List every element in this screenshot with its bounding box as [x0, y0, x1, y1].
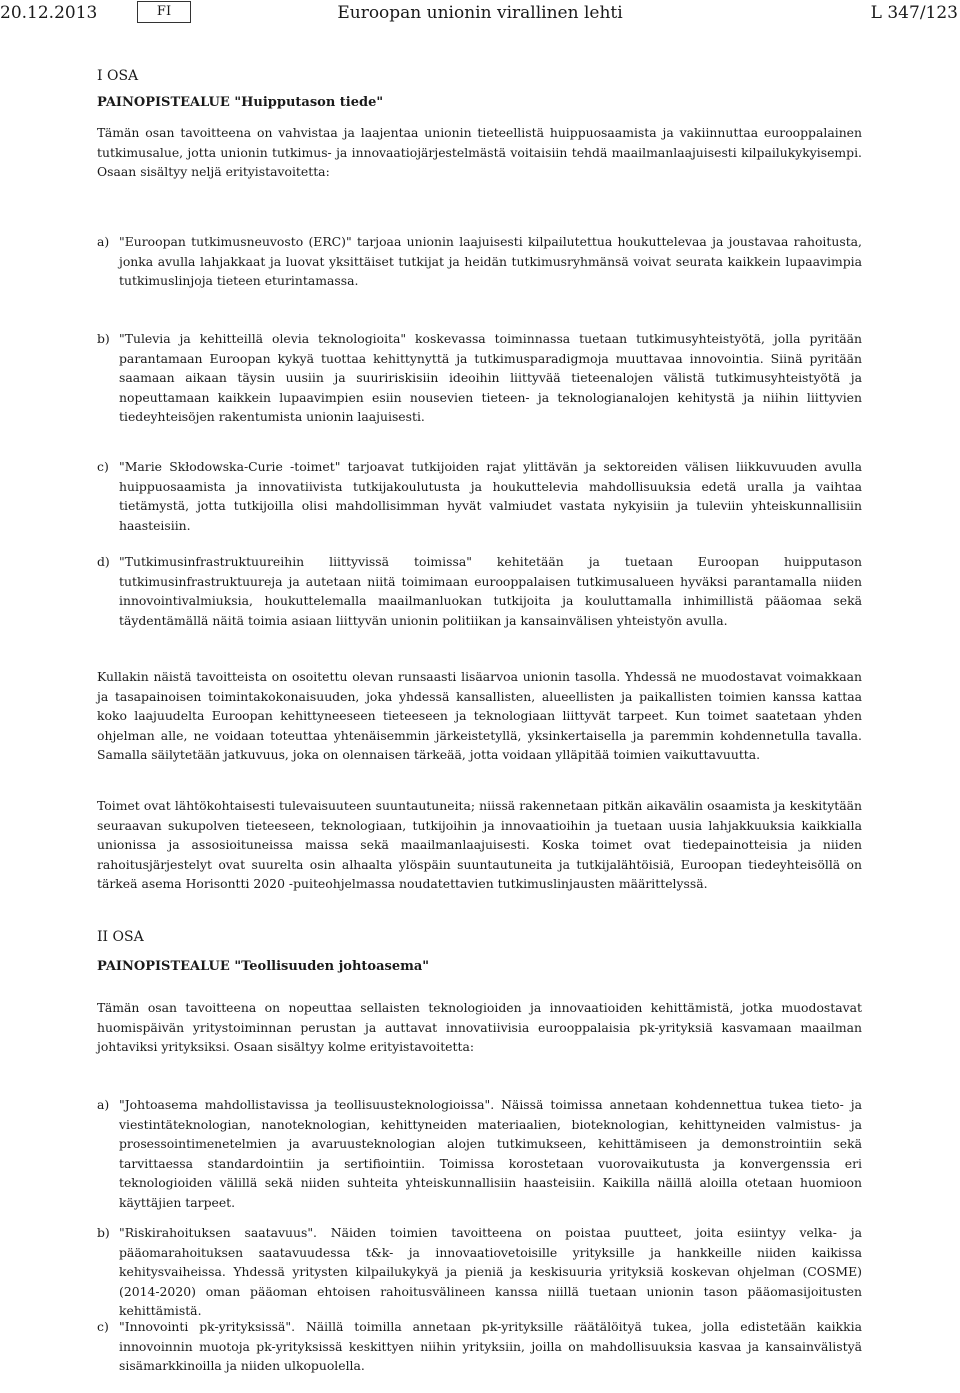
part-2-intro: Tämän osan tavoitteena on nopeuttaa sellaisten teknologioiden ja innovaatioiden kehittämistä, jotka muodostavat huomispäivän yritystoiminnan perustan ja auttavat innovatiivisia eurooppalaisia pk-yrityksiä kasvamaan maailman johtaviksi yrityksiksi. Osaan sisältyy kolme erityistavoitetta: [97, 1000, 862, 1055]
part-1-label: I OSA [97, 68, 139, 84]
language-badge: FI [137, 1, 191, 23]
item-text: "Euroopan tutkimusneuvosto (ERC)" tarjoaa unionin laajuisesti kilpailutettua houkuttelevaa ja joustavaa rahoitusta, jonka avulla lahjakkaat ja luovat yksittäiset tutkijat ja heidän tutkimusryhmänsä voivat seurata kaikkein lupaavimpia tutkimuslinjoja tieteen eturintamassa. [119, 234, 862, 289]
list-item [97, 1223, 862, 1321]
item-text: "Innovointi pk-yrityksissä". Näillä toimilla annetaan pk-yrityksille räätälöityä tukea, jolla edistetään kaikkia innovoinnin muotoja pk-yrityksissä keskittyen niihin yrityksiin, joilla on mahdollisuuksia kasvaa ja kansainvälistyä sisämarkkinoilla ja niiden ulkopuolella. [119, 1319, 862, 1374]
item-text: "Marie Skłodowska-Curie -toimet" tarjoavat tutkijoiden rajat ylittävän ja sektoreiden välisen liikkuvuuden avulla huippuosaamista ja innovatiivista tutkijakoulutusta ja houkuttelevia mahdollisuuksia edetä uralla ja vaihtaa tietämystä, jotta tutkijoilla olisi mahdollisimman hyvät valmiudet vastata nykyisiin ja tuleviin yhteiskunnallisiin haasteisiin. [119, 459, 862, 533]
journal-title: Euroopan unionin virallinen lehti [337, 3, 623, 23]
list-item [97, 552, 862, 630]
item-label: c) [97, 1319, 109, 1334]
list-item [97, 1095, 862, 1213]
item-text: "Johtoasema mahdollistavissa ja teollisuusteknologioissa". Näissä toimissa annetaan kohdennettua tukea tieto- ja viestintäteknologian, nanoteknologian, kehittyneiden materiaalien, bioteknologian, kehittyneiden valmistus- ja prosessointimenetelmien ja avaruusteknologian alojen tutkimukseen, kehittämiseen ja demonstrointiin sekä tarvittaessa standardointiin ja sertifiointiin. Toimissa korostetaan vuorovaikutusta ja konvergenssia eri teknologioiden välillä sekä niiden suhteita yhteiskunnallisiin haasteisiin. Kaikilla näillä aloilla otetaan huomioon käyttäjien tarpeet. [119, 1097, 862, 1210]
part-1-paragraph-3: Toimet ovat lähtökohtaisesti tulevaisuuteen suuntautuneita; niissä rakennetaan pitkän aikavälin osaamista ja keskitytään seuraavan sukupolven tieteeseen, teknologiaan, tutkijoihin ja innovaatioihin ja tuetaan uusia lahjakkuuksia kaikkialla unionissa ja assosioituneissa maissa sekä maailmanlaajuisesti. Koska toimet ovat tiedepainotteisia ja niiden rahoitusjärjestelyt ovat suurelta osin alhaalta ylöspäin suuntautuneita ja tutkijalähtöisiä, Euroopan tiedeyhteisöllä on tärkeä asema Horisontti 2020 -puiteohjelmassa noudatettavien tutkimuslinjausten määrittelyssä. [97, 798, 862, 892]
item-label: d) [97, 554, 110, 569]
item-text: "Riskirahoituksen saatavuus". Näiden toimien tavoitteena on poistaa puutteet, joita esiintyy velka- ja pääomarahoituksen saatavuudessa t&k- ja innovaatiovetoisille yrityksille ja hankkeille niiden kaikissa kehitysvaiheissa. Yhdessä yritysten kilpailukykyä ja pieniä ja keskisuuria yrityksiä koskevan ohjelman (COSME) (2014-2020) oman pääoman ehtoisen rahoitusvälineen kanssa niillä tuetaan unionin tason pääomasijoitusten kehittämistä. [119, 1225, 862, 1319]
list-item [97, 1317, 862, 1376]
publication-date: 20.12.2013 [0, 3, 98, 23]
item-text: "Tutkimusinfrastruktuureihin liittyvissä toimissa" kehitetään ja tuetaan Euroopan huipputason tutkimusinfrastruktuureja ja autetaan niitä toimimaan eurooppalaisen tutkimusalueen hyväksi parantamalla niiden innovointivalmiuksia, houkuttelemalla maailmanluokan tutkijoita ja kouluttamalla inhimillistä pääomaa sekä täydentämällä näitä toimia asiaan liittyvän unionin politiikan ja kansainvälisen yhteistyön avulla. [119, 554, 862, 628]
item-label: b) [97, 1225, 110, 1240]
part-1-heading: PAINOPISTEALUE "Huipputason tiede" [97, 95, 384, 110]
part-2-heading: PAINOPISTEALUE "Teollisuuden johtoasema" [97, 959, 430, 974]
list-item [97, 232, 862, 291]
part-1-paragraph-2: Kullakin näistä tavoitteista on osoitettu olevan runsaasti lisäarvoa unionin tasolla. Yhdessä ne muodostavat voimakkaan ja tasapainoisen toimintakokonaisuuden, joka yhdessä kansallisten, alueellisten ja paikallisten toimien kanssa kattaa koko laajuudelta Euroopan kehittyneeseen tieteeseen ja teknologiaan liittyvät tarpeet. Kun toimet saatetaan yhden ohjelman alle, ne voidaan toteuttaa yhtenäisemmin järkeistetyllä, yksinkertaisella ja paremmin kohdennetulla tavalla. Samalla säilytetään jatkuvuus, joka on olennaisen tärkeää, jotta voidaan ylläpitää toimien vaikuttavuutta. [97, 669, 862, 763]
item-text: "Tulevia ja kehitteillä olevia teknologioita" koskevassa toiminnassa tuetaan tutkimusyhteistyötä, jolla pyritään parantamaan Euroopan kykyä tuottaa kehittynyttä ja tutkimusparadigmoja muuttavaa innovointia. Siinä pyritään saamaan aikaan täysin uusiin ja suuririskisiin ideoihin liittyvää tieteenalojen välistä tutkimusyhteistyötä ja nopeuttamaan kaikkein lupaavimpien esiin nousevien tieteen- ja teknologianalojen kehitystä ja niihin liittyvien tiedeyhteisöjen rakentumista unionin laajuisesti. [119, 331, 862, 425]
item-label: a) [97, 234, 110, 249]
page-header [0, 0, 960, 28]
part-2-label: II OSA [97, 929, 144, 945]
list-item [97, 329, 862, 427]
page-reference: L 347/123 [870, 3, 958, 23]
part-1-intro: Tämän osan tavoitteena on vahvistaa ja laajentaa unionin tieteellistä huippuosaamista ja vakiinnuttaa eurooppalainen tutkimusalue, jotta unionin tutkimus- ja innovaatiojärjestelmästä voitaisiin tehdä maailmanlaajuisesti kilpailukykyisempi. Osaan sisältyy neljä erityistavoitetta: [97, 125, 862, 180]
list-item [97, 457, 862, 535]
item-label: c) [97, 459, 109, 474]
item-label: b) [97, 331, 110, 346]
item-label: a) [97, 1097, 110, 1112]
